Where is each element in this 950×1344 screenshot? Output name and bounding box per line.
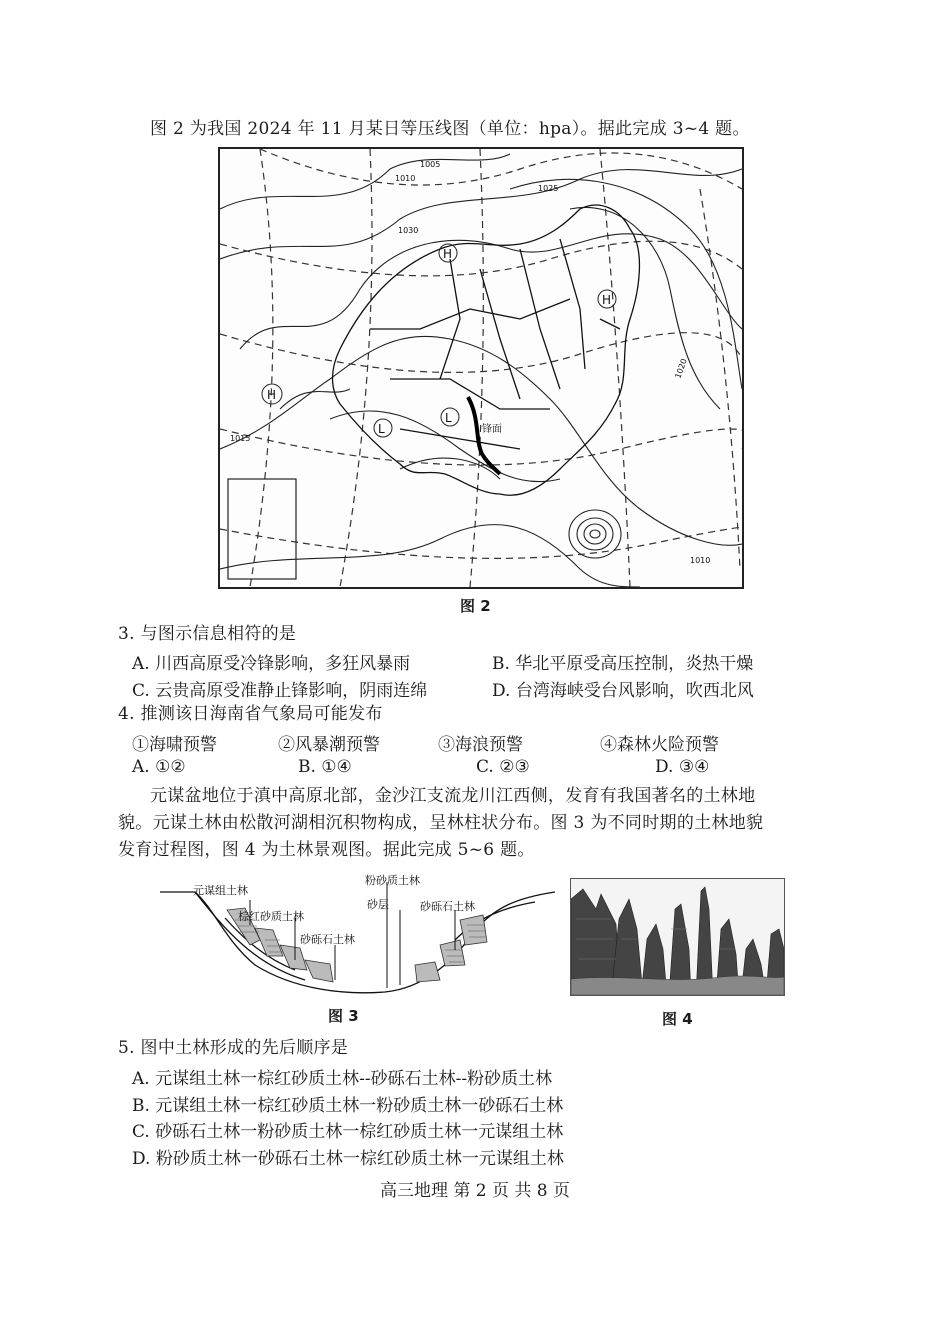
q3-stem: 3. 与图示信息相符的是 (118, 624, 297, 644)
figure3-caption: 图 3 (328, 1007, 359, 1025)
figure4-svg (571, 879, 784, 995)
q4-option-a[interactable]: A. ①② (132, 757, 186, 777)
isobar-label-1005: 1005 (420, 160, 441, 169)
inset-box (228, 479, 296, 579)
q5-option-b[interactable]: B. 元谋组土林一棕红砂质土林一粉砂质土林一砂砾石土林 (132, 1096, 564, 1116)
figure3-svg (155, 870, 565, 1000)
center-h-west: H (267, 388, 277, 402)
isobar-label-1010-se: 1010 (690, 556, 711, 565)
label-fensha: 粉砂质土林 (365, 874, 420, 887)
isobar-map-svg (220, 149, 742, 587)
isobar-label-1030: 1030 (398, 226, 419, 235)
label-shaceng: 砂层 (367, 898, 389, 911)
q4-item-4: ④森林火险预警 (600, 735, 719, 755)
label-yuanmou: 元谋组土林 (193, 884, 248, 897)
label-shali-left: 砂砾石土林 (300, 933, 355, 946)
q4-option-d[interactable]: D. ③④ (655, 757, 710, 777)
figure2-intro: 图 2 为我国 2024 年 11 月某日等压线图（单位：hpa）。据此完成 3~4 题。 (150, 119, 750, 139)
center-l-west: L (378, 422, 385, 436)
q3-option-c[interactable]: C. 云贵高原受准静止锋影响，阴雨连绵 (132, 681, 428, 701)
q4-item-3: ③海浪预警 (438, 735, 523, 755)
label-zonghong: 棕红砂质土林 (238, 910, 304, 923)
label-shali-right: 砂砾石土林 (420, 900, 475, 913)
page-footer: 高三地理 第 2 页 共 8 页 (379, 1181, 571, 1201)
figure4-caption: 图 4 (662, 1010, 693, 1028)
q5-stem: 5. 图中土林形成的先后顺序是 (118, 1038, 349, 1058)
q4-stem: 4. 推测该日海南省气象局可能发布 (118, 704, 383, 724)
q3-option-b[interactable]: B. 华北平原受高压控制，炎热干燥 (492, 654, 754, 674)
center-l-sichuan: L (445, 411, 452, 425)
isobar-label-1010: 1010 (395, 174, 416, 183)
figure4-landscape (570, 878, 785, 996)
q5-option-d[interactable]: D. 粉砂质土林一砂砾石土林一棕红砂质土林一元谋组土林 (132, 1149, 564, 1169)
isobar-label-1020: 1020 (673, 357, 689, 380)
figure3-cross-section (155, 870, 565, 1000)
center-h-northeast: H (602, 293, 612, 307)
passage-line-3: 发育过程图，图 4 为土林景观图。据此完成 5~6 题。 (118, 840, 535, 860)
center-h-north: H (443, 247, 453, 261)
passage-line-1: 元谋盆地位于滇中高原北部，金沙江支流龙川江西侧，发育有我国著名的土林地 (150, 786, 756, 806)
q3-option-a[interactable]: A. 川西高原受冷锋影响，多狂风暴雨 (132, 654, 411, 674)
q4-item-2: ②风暴潮预警 (278, 735, 380, 755)
typhoon-circles (569, 510, 621, 558)
china-outline (333, 205, 640, 495)
isobars (220, 154, 742, 587)
graticule (220, 149, 742, 587)
q4-option-b[interactable]: B. ①④ (298, 757, 352, 777)
q4-option-c[interactable]: C. ②③ (476, 757, 530, 777)
passage-line-2: 貌。元谋土林由松散河湖相沉积物构成，呈林柱状分布。图 3 为不同时期的土林地貌 (118, 813, 764, 833)
figure2-caption: 图 2 (460, 597, 491, 615)
isobar-label-1025: 1025 (538, 184, 559, 193)
q4-item-1: ①海啸预警 (132, 735, 217, 755)
q5-option-a[interactable]: A. 元谋组土林一棕红砂质土林--砂砾石土林--粉砂质土林 (132, 1069, 553, 1089)
front-label: 锋面 (482, 424, 502, 435)
isobar-map (218, 147, 744, 589)
isobar-label-1015: 1015 (230, 434, 251, 443)
q3-option-d[interactable]: D. 台湾海峡受台风影响，吹西北风 (492, 681, 754, 701)
q5-option-c[interactable]: C. 砂砾石土林一粉砂质土林一棕红砂质土林一元谋组土林 (132, 1122, 564, 1142)
